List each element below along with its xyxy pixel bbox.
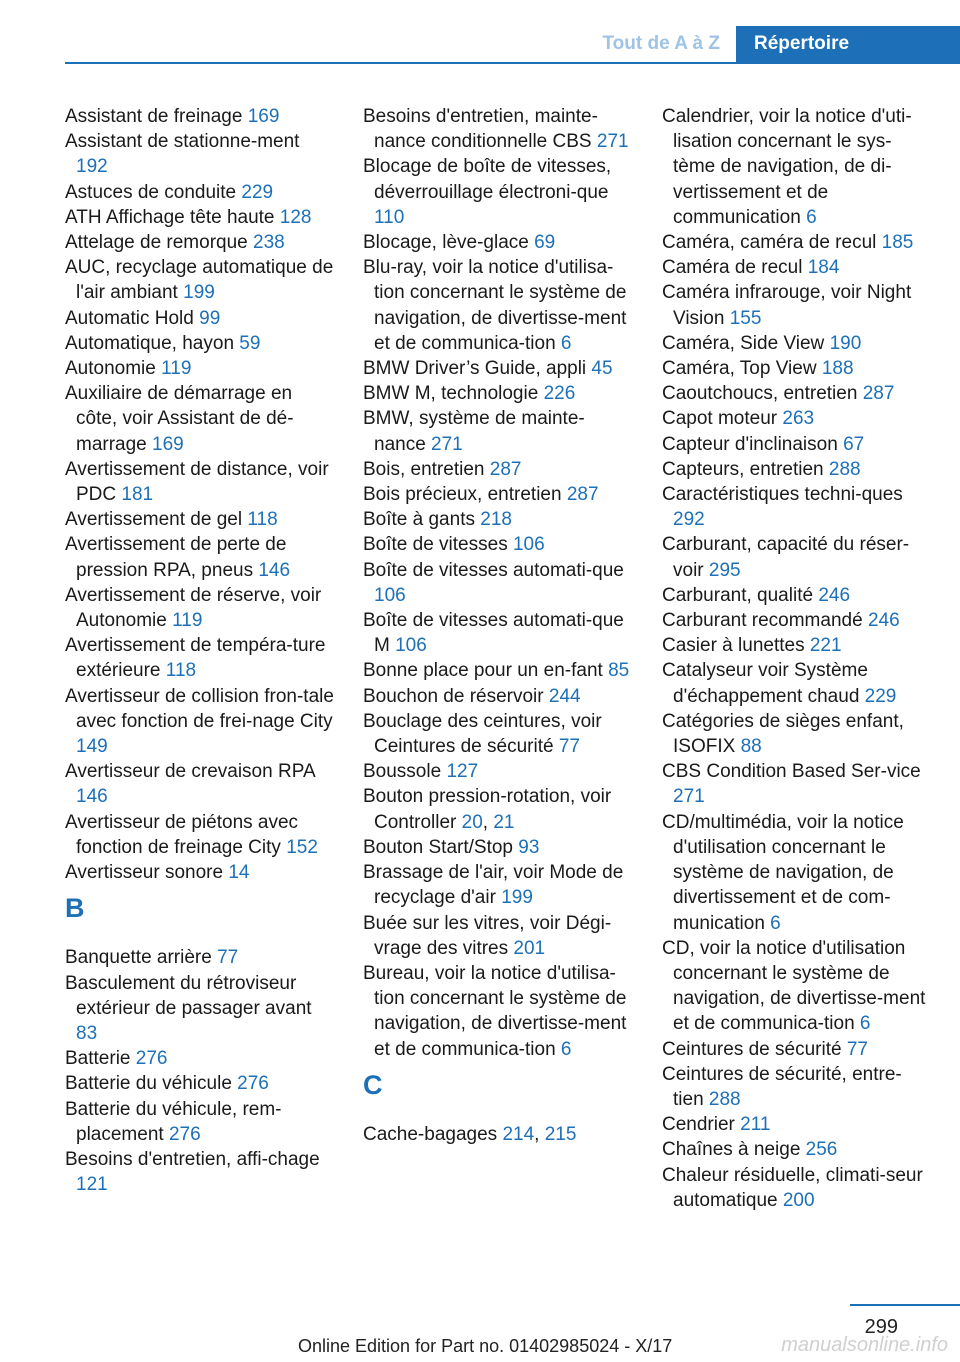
page-link[interactable]: 14 — [228, 862, 250, 884]
page-link[interactable]: 121 — [76, 1174, 108, 1196]
page-link[interactable]: 287 — [566, 484, 599, 506]
page-link[interactable]: 200 — [782, 1189, 815, 1211]
page-link[interactable]: 88 — [740, 736, 762, 758]
page-link[interactable]: 263 — [782, 408, 815, 430]
page-link[interactable]: 21 — [493, 811, 515, 833]
entry-text: Brassage de l'air, voir Mode de recyclage d'air — [363, 862, 624, 909]
page-link[interactable]: 211 — [740, 1114, 771, 1136]
entry-text: Avertissement de gel — [65, 509, 248, 531]
page-link[interactable]: 110 — [374, 206, 405, 228]
index-entry — [363, 104, 633, 154]
index-entry — [662, 432, 932, 457]
entry-text: Carburant, capacité du réser-voir — [662, 534, 910, 581]
entry-text: Caoutchoucs, entretien — [662, 383, 863, 405]
index-entry — [363, 482, 633, 507]
page-link[interactable]: 106 — [395, 635, 427, 657]
page-link[interactable]: 106 — [374, 584, 406, 606]
entry-text: Avertissement de perte de pression RPA, pneus — [65, 534, 287, 581]
index-entry — [363, 381, 633, 406]
page-link[interactable]: 83 — [76, 1022, 98, 1044]
entry-text: Caméra, Top View — [662, 358, 822, 380]
entry-text: Ceintures de sécurité — [662, 1038, 847, 1060]
index-entry — [65, 230, 335, 255]
entry-text: Cache-bagages — [363, 1123, 503, 1145]
entry-text: Bois, entretien — [363, 458, 490, 480]
entry-text: Avertisseur sonore — [65, 862, 229, 884]
index-entry — [65, 1071, 335, 1096]
index-entry — [662, 331, 932, 356]
page-link[interactable]: 229 — [241, 181, 274, 203]
page-link[interactable]: 288 — [708, 1088, 741, 1110]
index-entry — [662, 104, 932, 230]
index-entry — [662, 406, 932, 431]
index-entry — [363, 784, 633, 834]
index-entry — [662, 608, 932, 633]
index-entry — [662, 356, 932, 381]
entry-text: Chaînes à neige — [662, 1139, 806, 1161]
page-link[interactable]: 185 — [881, 232, 914, 254]
entry-text: Boîte à gants — [363, 509, 481, 531]
index-entry — [65, 457, 335, 507]
entry-text: Bouton pression-rotation, voir Controller — [363, 786, 612, 833]
footer-rule — [850, 1304, 960, 1306]
page-link[interactable]: 67 — [843, 433, 865, 455]
entry-text: Blocage de boîte de vitesses, déverrouillage électroni-que — [363, 156, 612, 203]
entry-text: Bureau, voir la notice d'utilisa-tion concernant le système de navigation, de divertisse-ment et de communica-tion — [363, 962, 627, 1060]
index-entry — [65, 945, 335, 970]
index-entry — [65, 810, 335, 860]
entry-text: ATH Affichage tête haute — [65, 206, 280, 228]
index-entry — [363, 356, 633, 381]
entry-text: AUC, recyclage automatique de l'air ambiant — [65, 257, 334, 304]
page-link[interactable]: 77 — [217, 947, 239, 969]
entry-text: Assistant de stationne-ment — [65, 131, 300, 153]
page-link[interactable]: 181 — [121, 484, 154, 506]
entry-text: Caméra, Side View — [662, 332, 830, 354]
page-link[interactable]: 276 — [168, 1123, 201, 1145]
page-link[interactable]: 146 — [76, 786, 108, 808]
edition-note: Online Edition for Part no. 01402985024 - X/17 — [298, 1336, 673, 1356]
page-link[interactable]: 146 — [258, 559, 291, 581]
page-separator: , — [482, 811, 494, 833]
index-entry — [662, 457, 932, 482]
entry-text: Besoins d'entretien, mainte-nance conditionnelle CBS — [363, 106, 598, 153]
index-entry — [363, 255, 633, 356]
entry-text: Banquette arrière — [65, 947, 218, 969]
index-entry — [662, 658, 932, 708]
page-link[interactable]: 271 — [596, 131, 629, 153]
page-separator: , — [534, 1123, 545, 1145]
entry-text: Besoins d'entretien, affi-chage — [65, 1148, 320, 1170]
entry-text: Batterie du véhicule, rem-placement — [65, 1098, 282, 1145]
entry-text: Capteurs, entretien — [662, 458, 829, 480]
page-link[interactable]: 199 — [183, 282, 215, 304]
index-entry — [65, 306, 335, 331]
index-entry — [662, 280, 932, 330]
entry-text: Blocage, lève-glace — [363, 232, 535, 254]
index-entry — [662, 255, 932, 280]
entry-text: Capteur d'inclinaison — [662, 433, 844, 455]
entry-text: Basculement du rétroviseur extérieur de passager avant — [65, 972, 312, 1019]
index-entry — [662, 1137, 932, 1162]
page-link[interactable]: 106 — [512, 534, 545, 556]
page-link[interactable]: 226 — [543, 383, 576, 405]
page-link[interactable]: 276 — [135, 1048, 168, 1070]
entry-text: Ceintures de sécurité, entre-tien — [662, 1063, 902, 1110]
entry-text: CD/multimédia, voir la notice d'utilisation concernant le système de navigation, de divertissement et de com-munication — [662, 811, 904, 934]
page-link[interactable]: 215 — [544, 1123, 577, 1145]
entry-text: Cendrier — [662, 1114, 741, 1136]
watermark: manualsonline.info — [781, 1334, 948, 1356]
index-column-1 — [65, 104, 335, 1197]
page-link[interactable]: 6 — [770, 912, 781, 934]
page-link[interactable]: 244 — [548, 685, 581, 707]
index-entry — [363, 608, 633, 658]
page-link[interactable]: 295 — [708, 559, 741, 581]
entry-text: Casier à lunettes — [662, 635, 810, 657]
index-column-2 — [363, 104, 633, 1147]
page-link[interactable]: 119 — [161, 358, 192, 380]
page-link[interactable]: 256 — [805, 1139, 838, 1161]
entry-text: Automatique, hayon — [65, 332, 240, 354]
page-link[interactable]: 69 — [534, 232, 556, 254]
page-link[interactable]: 192 — [76, 156, 108, 178]
index-entry — [363, 406, 633, 456]
index-entry — [65, 180, 335, 205]
entry-text: Avertissement de tempéra-ture extérieure — [65, 635, 326, 682]
entry-text: Avertissement de réserve, voir Autonomie — [65, 584, 322, 632]
entry-text: Batterie — [65, 1048, 136, 1070]
page-link[interactable]: 127 — [446, 761, 479, 783]
index-entry — [662, 709, 932, 759]
index-entry — [65, 633, 335, 683]
entry-text: Capot moteur — [662, 408, 783, 430]
index-entry — [662, 230, 932, 255]
page-link[interactable]: 246 — [867, 610, 900, 632]
index-entry — [662, 1163, 932, 1213]
index-entry — [363, 961, 633, 1062]
page-link[interactable]: 6 — [806, 206, 817, 228]
entry-text: Chaleur résiduelle, climati-seur automatique — [662, 1164, 923, 1211]
entry-text: Boîte de vitesses automati-que — [363, 559, 624, 581]
index-entry — [363, 911, 633, 961]
entry-text: Automatic Hold — [65, 307, 200, 329]
entry-text: Astuces de conduite — [65, 181, 242, 203]
index-entry — [65, 684, 335, 760]
index-entry — [65, 104, 335, 129]
page-link[interactable]: 93 — [518, 836, 540, 858]
entry-text: Caméra, caméra de recul — [662, 232, 882, 254]
page-link[interactable]: 169 — [152, 433, 184, 455]
index-entry — [662, 482, 932, 532]
entry-text: Bouclage des ceintures, voir Ceintures de sécurité — [363, 710, 602, 758]
entry-text: Caméra de recul — [662, 257, 808, 279]
page-link[interactable]: 152 — [286, 836, 318, 858]
page-link[interactable]: 214 — [502, 1123, 535, 1145]
index-entry — [65, 205, 335, 230]
index-entry — [363, 1122, 633, 1147]
index-entry — [662, 1037, 932, 1062]
page-link[interactable]: 128 — [279, 206, 312, 228]
page-link[interactable]: 45 — [591, 358, 613, 380]
entry-text: Bois précieux, entretien — [363, 484, 567, 506]
page-link[interactable]: 190 — [829, 332, 862, 354]
page-link[interactable]: 6 — [859, 1013, 871, 1035]
page-link[interactable]: 271 — [431, 433, 463, 455]
page-link[interactable]: 20 — [461, 811, 483, 833]
section-letter: C — [363, 1069, 383, 1100]
page-link[interactable]: 292 — [673, 509, 705, 531]
index-entry — [363, 532, 633, 557]
index-entry — [65, 971, 335, 1047]
entry-text: Blu-ray, voir la notice d'utilisa-tion concernant le système de navigation, de divertisse-ment et de communica-tion — [363, 257, 627, 354]
index-entry — [363, 658, 633, 683]
entry-text: Caméra infrarouge, voir Night Vision — [662, 282, 912, 329]
entry-text: Avertisseur de piétons avec fonction de freinage City — [65, 811, 299, 858]
index-entry — [363, 154, 633, 230]
page-link[interactable]: 169 — [247, 106, 280, 127]
page-link[interactable]: 184 — [807, 257, 840, 279]
index-entry — [662, 759, 932, 809]
entry-text: BMW Driver’s Guide, appli — [363, 358, 592, 380]
entry-text: Attelage de remorque — [65, 232, 254, 254]
index-entry — [662, 1112, 932, 1137]
page-link[interactable]: 155 — [729, 307, 762, 329]
index-entry — [65, 583, 335, 633]
index-entry — [662, 583, 932, 608]
index-entry — [65, 129, 335, 179]
page-link[interactable]: 77 — [846, 1038, 868, 1060]
index-entry — [65, 1147, 335, 1197]
entry-text: Calendrier, voir la notice d'uti-lisation concernant le sys-tème de navigation, de di-vertissement et de communication — [662, 106, 912, 228]
index-entry — [363, 860, 633, 910]
index-entry — [363, 457, 633, 482]
page-link[interactable]: 119 — [172, 610, 203, 632]
page-link[interactable]: 59 — [239, 332, 261, 354]
page-link[interactable]: 199 — [501, 887, 533, 909]
page-link[interactable]: 149 — [76, 736, 108, 758]
index-entry — [662, 633, 932, 658]
tab-repertoire[interactable]: Répertoire — [736, 26, 960, 62]
page-link[interactable]: 271 — [673, 786, 705, 808]
tab-tout-de-a-a-z[interactable]: Tout de A à Z — [602, 33, 720, 54]
entry-text: BMW, système de mainte-nance — [363, 408, 585, 455]
page-link[interactable]: 218 — [480, 509, 512, 531]
page-link[interactable]: 238 — [253, 232, 285, 254]
entry-text: Autonomie — [65, 358, 162, 380]
page-link[interactable]: 288 — [828, 458, 861, 480]
index-entry — [65, 381, 335, 457]
index-entry — [363, 835, 633, 860]
index-entry — [363, 684, 633, 709]
page-link[interactable]: 6 — [560, 1038, 572, 1060]
index-entry — [662, 381, 932, 406]
page-number: 299 — [864, 1316, 898, 1338]
section-letter: B — [65, 893, 85, 924]
entry-text: Avertisseur de collision fron-tale avec fonction de frei-nage City — [65, 685, 334, 732]
page-link[interactable]: 201 — [513, 937, 546, 959]
page-link[interactable]: 287 — [489, 458, 522, 480]
entry-text: Boîte de vitesses automati-que M — [363, 610, 624, 657]
entry-text: CD, voir la notice d'utilisation concernant le système de navigation, de divertisse-ment et de communica-tion — [662, 937, 926, 1035]
entry-text: Assistant de freinage — [65, 106, 248, 127]
index-entry — [363, 230, 633, 255]
page-link[interactable]: 229 — [864, 685, 897, 707]
entry-text: Bouchon de réservoir — [363, 685, 549, 707]
index-entry — [65, 759, 335, 809]
page-link[interactable]: 118 — [247, 509, 278, 531]
index-column-3 — [662, 104, 932, 1213]
index-entry — [363, 507, 633, 532]
entry-text: Buée sur les vitres, voir Dégi-vrage des vitres — [363, 912, 612, 959]
entry-text: Avertisseur de crevaison RPA — [65, 761, 315, 783]
index-entry — [65, 532, 335, 582]
header-bar — [65, 26, 960, 64]
entry-text: BMW M, technologie — [363, 383, 544, 405]
index-entry — [363, 759, 633, 784]
index-entry — [363, 558, 633, 608]
entry-text: Boîte de vitesses — [363, 534, 513, 556]
index-entry — [65, 1097, 335, 1147]
page-link[interactable]: 188 — [821, 358, 854, 380]
entry-text: Auxiliaire de démarrage en côte, voir Assistant de dé-marrage — [65, 383, 294, 455]
entry-text: Bonne place pour un en-fant — [363, 660, 609, 682]
page-link[interactable]: 221 — [809, 635, 842, 657]
index-entry — [65, 860, 335, 885]
page-link[interactable]: 77 — [558, 736, 580, 758]
index-entry — [363, 709, 633, 759]
entry-text: Carburant recommandé — [662, 610, 868, 632]
page-link[interactable]: 6 — [560, 332, 572, 354]
index-entry — [662, 936, 932, 1037]
entry-text: Batterie du véhicule — [65, 1073, 238, 1095]
index-entry — [662, 810, 932, 936]
entry-text: Caractéristiques techni-ques — [662, 484, 903, 506]
entry-text: Catalyseur voir Système d'échappement chaud — [662, 660, 868, 707]
entry-text: Avertissement de distance, voir PDC — [65, 458, 329, 506]
entry-text: Catégories de sièges enfant, ISOFIX — [662, 710, 904, 758]
index-entry — [65, 507, 335, 532]
entry-text: Carburant, qualité — [662, 584, 819, 606]
entry-text: CBS Condition Based Ser-vice — [662, 761, 921, 783]
entry-text: Bouton Start/Stop — [363, 836, 519, 858]
page-link[interactable]: 276 — [237, 1073, 269, 1095]
page-link[interactable]: 246 — [818, 584, 851, 606]
entry-text: Boussole — [363, 761, 447, 783]
page-link[interactable]: 99 — [199, 307, 221, 329]
page-link[interactable]: 118 — [165, 660, 197, 682]
index-entry — [65, 356, 335, 381]
index-entry — [662, 1062, 932, 1112]
page-link[interactable]: 85 — [608, 660, 630, 682]
index-entry — [65, 331, 335, 356]
index-entry — [662, 532, 932, 582]
index-entry — [65, 255, 335, 305]
index-entry — [65, 1046, 335, 1071]
page-link[interactable]: 287 — [862, 383, 895, 405]
